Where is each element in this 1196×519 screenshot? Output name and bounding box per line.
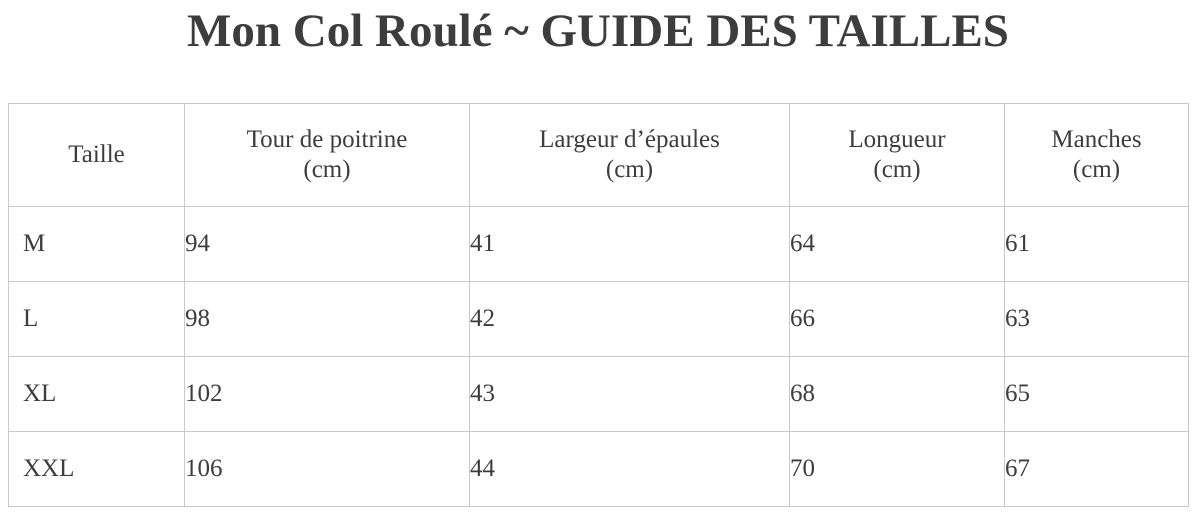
cell-poitrine: 102 [185,357,470,432]
column-header-tour-de-poitrine-label: Tour de poitrine [246,125,408,153]
column-header-largeur-epaules-unit: (cm) [605,156,654,183]
table-body [9,207,1189,507]
cell-manches: 63 [1005,282,1189,357]
column-header-tour-de-poitrine [185,104,470,207]
cell-taille: L [9,282,185,357]
cell-taille: M [9,207,185,282]
table-header-row [9,104,1189,207]
cell-manches: 65 [1005,357,1189,432]
cell-manches: 67 [1005,432,1189,507]
cell-longueur: 64 [790,207,1005,282]
table-row [9,282,1189,357]
cell-poitrine: 106 [185,432,470,507]
cell-epaules: 42 [470,282,790,357]
size-table-container [0,103,1196,507]
cell-epaules: 43 [470,357,790,432]
page-title: Mon Col Roulé ~ GUIDE DES TAILLES [187,5,1009,57]
column-header-manches-label: Manches [1051,125,1142,153]
cell-poitrine: 94 [185,207,470,282]
cell-poitrine: 98 [185,282,470,357]
table-row [9,357,1189,432]
column-header-taille-label: Taille [68,140,125,168]
cell-epaules: 44 [470,432,790,507]
cell-taille: XXL [9,432,185,507]
column-header-longueur [790,104,1005,207]
column-header-largeur-epaules [470,104,790,207]
cell-epaules: 41 [470,207,790,282]
cell-longueur: 68 [790,357,1005,432]
column-header-longueur-label: Longueur [848,125,946,153]
cell-manches: 61 [1005,207,1189,282]
cell-longueur: 66 [790,282,1005,357]
table-header [9,104,1189,207]
cell-taille: XL [9,357,185,432]
column-header-taille [9,104,185,207]
column-header-manches [1005,104,1189,207]
column-header-largeur-epaules-label: Largeur d’épaules [539,125,720,153]
column-header-manches-unit: (cm) [1072,156,1121,183]
size-guide-table [8,103,1189,507]
table-row [9,432,1189,507]
cell-longueur: 70 [790,432,1005,507]
table-row [9,207,1189,282]
column-header-longueur-unit: (cm) [873,156,921,183]
column-header-tour-de-poitrine-unit: (cm) [303,156,351,183]
